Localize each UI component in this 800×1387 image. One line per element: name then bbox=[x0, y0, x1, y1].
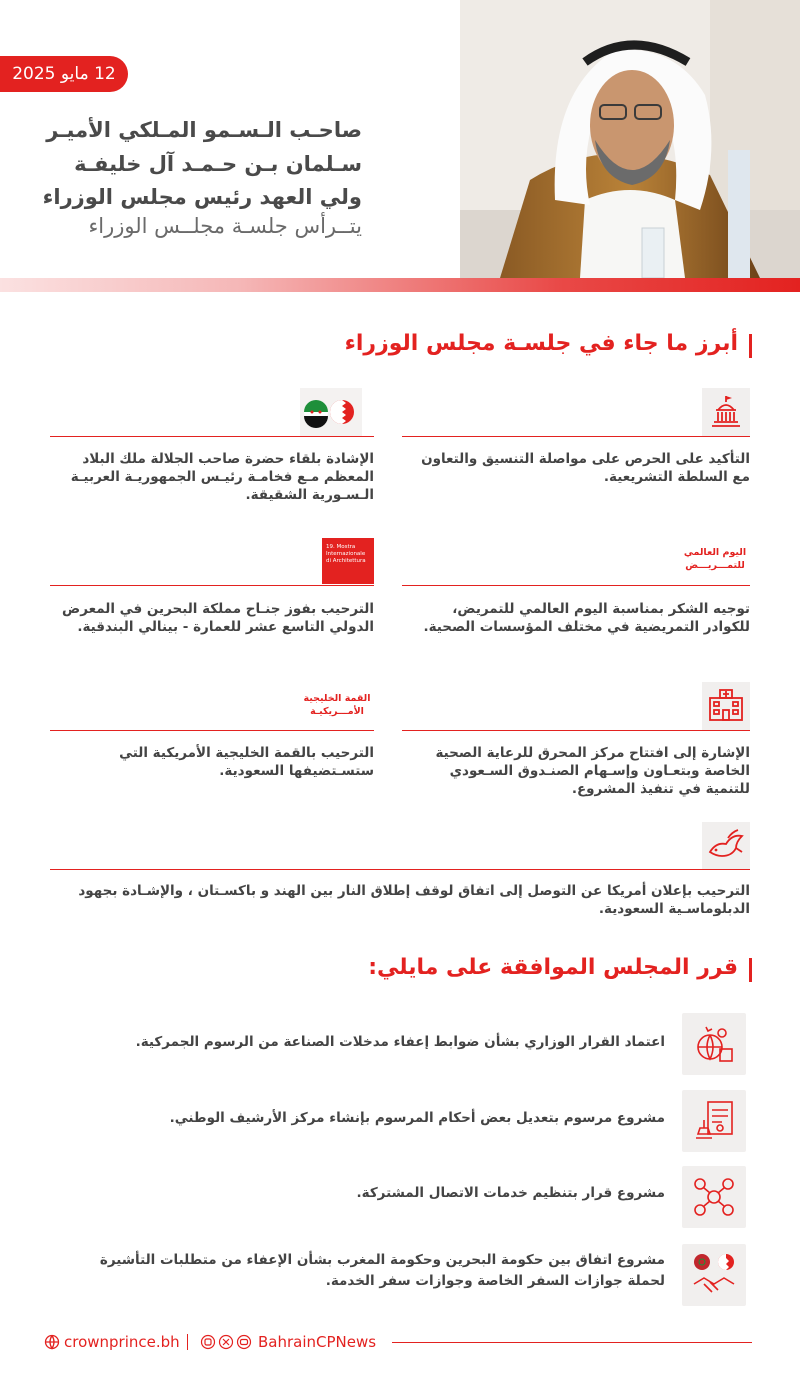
section-marker bbox=[749, 958, 752, 982]
title-line-1: صاحـب الـسـمو المـلكي الأميـر bbox=[46, 118, 362, 142]
highlight-item: الإشارة إلى افتتاح مركز المحرق للرعاية الصحية الخاصة وبتعـاون وإسـهام الصنـدوق السـعودي للتنمية في تنفيذ المشروع. bbox=[435, 745, 750, 797]
approval-item: مشروع مرسوم بتعديل بعض أحكام المرسوم بإنشاء مركز الأرشيف الوطني. bbox=[169, 1110, 665, 1126]
divider bbox=[402, 730, 750, 731]
hospital-icon bbox=[702, 682, 750, 730]
biennale-icon bbox=[322, 538, 374, 584]
footer-separator bbox=[187, 1334, 188, 1350]
footer-line bbox=[392, 1342, 752, 1343]
divider bbox=[402, 436, 750, 437]
divider bbox=[50, 730, 374, 731]
approval-item: مشروع اتفاق بين حكومة البحرين وحكومة المغرب بشأن الإعفاء من متطلبات التأشيرة لحملة جوازات السفر الخاصة وجوازات سفر الخدمة. bbox=[99, 1252, 665, 1289]
peace-dove-icon bbox=[702, 822, 750, 870]
nursing-day-label: اليوم العالمي للتمـــريـــض bbox=[683, 547, 747, 571]
certificate-stamp-icon bbox=[682, 1090, 746, 1152]
nursing-day-icon bbox=[680, 546, 750, 576]
social-icons bbox=[200, 1334, 254, 1350]
title-line-2: سـلمان بـن حـمـد آل خليفـة bbox=[74, 152, 362, 176]
date-badge: 12 مايو 2025 bbox=[0, 56, 128, 92]
website-link[interactable]: crownprince.bh bbox=[64, 1333, 180, 1351]
highlight-item: الإشادة بلقاء حضرة صاحب الجلالة ملك البلاد المعظم مـع فخامـة رئيـس الجمهوريـة العربيـة الـسـورية الشقيقة. bbox=[70, 451, 374, 503]
highlight-item: الترحيب بالقمة الخليجية الأمريكية التي ستسـتضيفها السعودية. bbox=[119, 745, 374, 779]
crown-prince-photo bbox=[460, 0, 800, 278]
shared-network-icon bbox=[682, 1166, 746, 1228]
approval-item: مشروع قرار بتنظيم خدمات الاتصال المشتركة. bbox=[356, 1185, 665, 1201]
gulf-summit-label: القمة الخليجية الأمـــريكيـة bbox=[303, 693, 371, 717]
title-line-3: ولي العهد رئيس مجلس الوزراء bbox=[42, 185, 362, 209]
highlight-item: توجيه الشكر بمناسبة اليوم العالمي للتمريض، للكوادر التمريضية في مختلف المؤسسات الصحية. bbox=[423, 601, 750, 635]
title-line-4: يتــرأس جلسـة مجلــس الوزراء bbox=[88, 214, 362, 238]
approvals-title: قرر المجلس الموافقة على مايلي: bbox=[368, 955, 738, 980]
section-marker bbox=[749, 334, 752, 358]
divider bbox=[402, 585, 750, 586]
divider bbox=[50, 585, 374, 586]
gulf-summit-icon bbox=[300, 692, 374, 722]
header-gradient-band bbox=[0, 278, 800, 292]
highlight-item: التأكيد على الحرص على مواصلة التنسيق والتعاون مع السلطة التشريعية. bbox=[421, 451, 750, 485]
highlight-item: الترحيب بفوز جنـاح مملكة البحرين في المعرض الدولي التاسع عشر للعمارة - بينالي البندقية. bbox=[62, 601, 374, 635]
biennale-label: 19. Mostra Internazionale di Architettura bbox=[326, 544, 366, 564]
parliament-icon bbox=[702, 388, 750, 436]
divider bbox=[50, 869, 750, 870]
divider bbox=[50, 436, 374, 437]
approval-item: اعتماد القرار الوزاري بشأن ضوابط إعفاء مدخلات الصناعة من الرسوم الجمركية. bbox=[135, 1034, 665, 1050]
highlight-item: الترحيب بإعلان أمريكا عن التوصل إلى اتفاق لوقف إطلاق النار بين الهند و باكسـتان ، والإشـادة بجهود الدبلوماسـية السعودية. bbox=[78, 883, 750, 917]
social-handle[interactable]: BahrainCPNews bbox=[258, 1333, 377, 1351]
flags-bahrain-syria-icon bbox=[312, 388, 360, 436]
customs-globe-icon bbox=[682, 1013, 746, 1075]
handshake-flags-icon bbox=[682, 1244, 746, 1306]
globe-icon bbox=[44, 1334, 60, 1350]
highlights-title: أبرز ما جاء في جلسـة مجلس الوزراء bbox=[344, 331, 738, 356]
